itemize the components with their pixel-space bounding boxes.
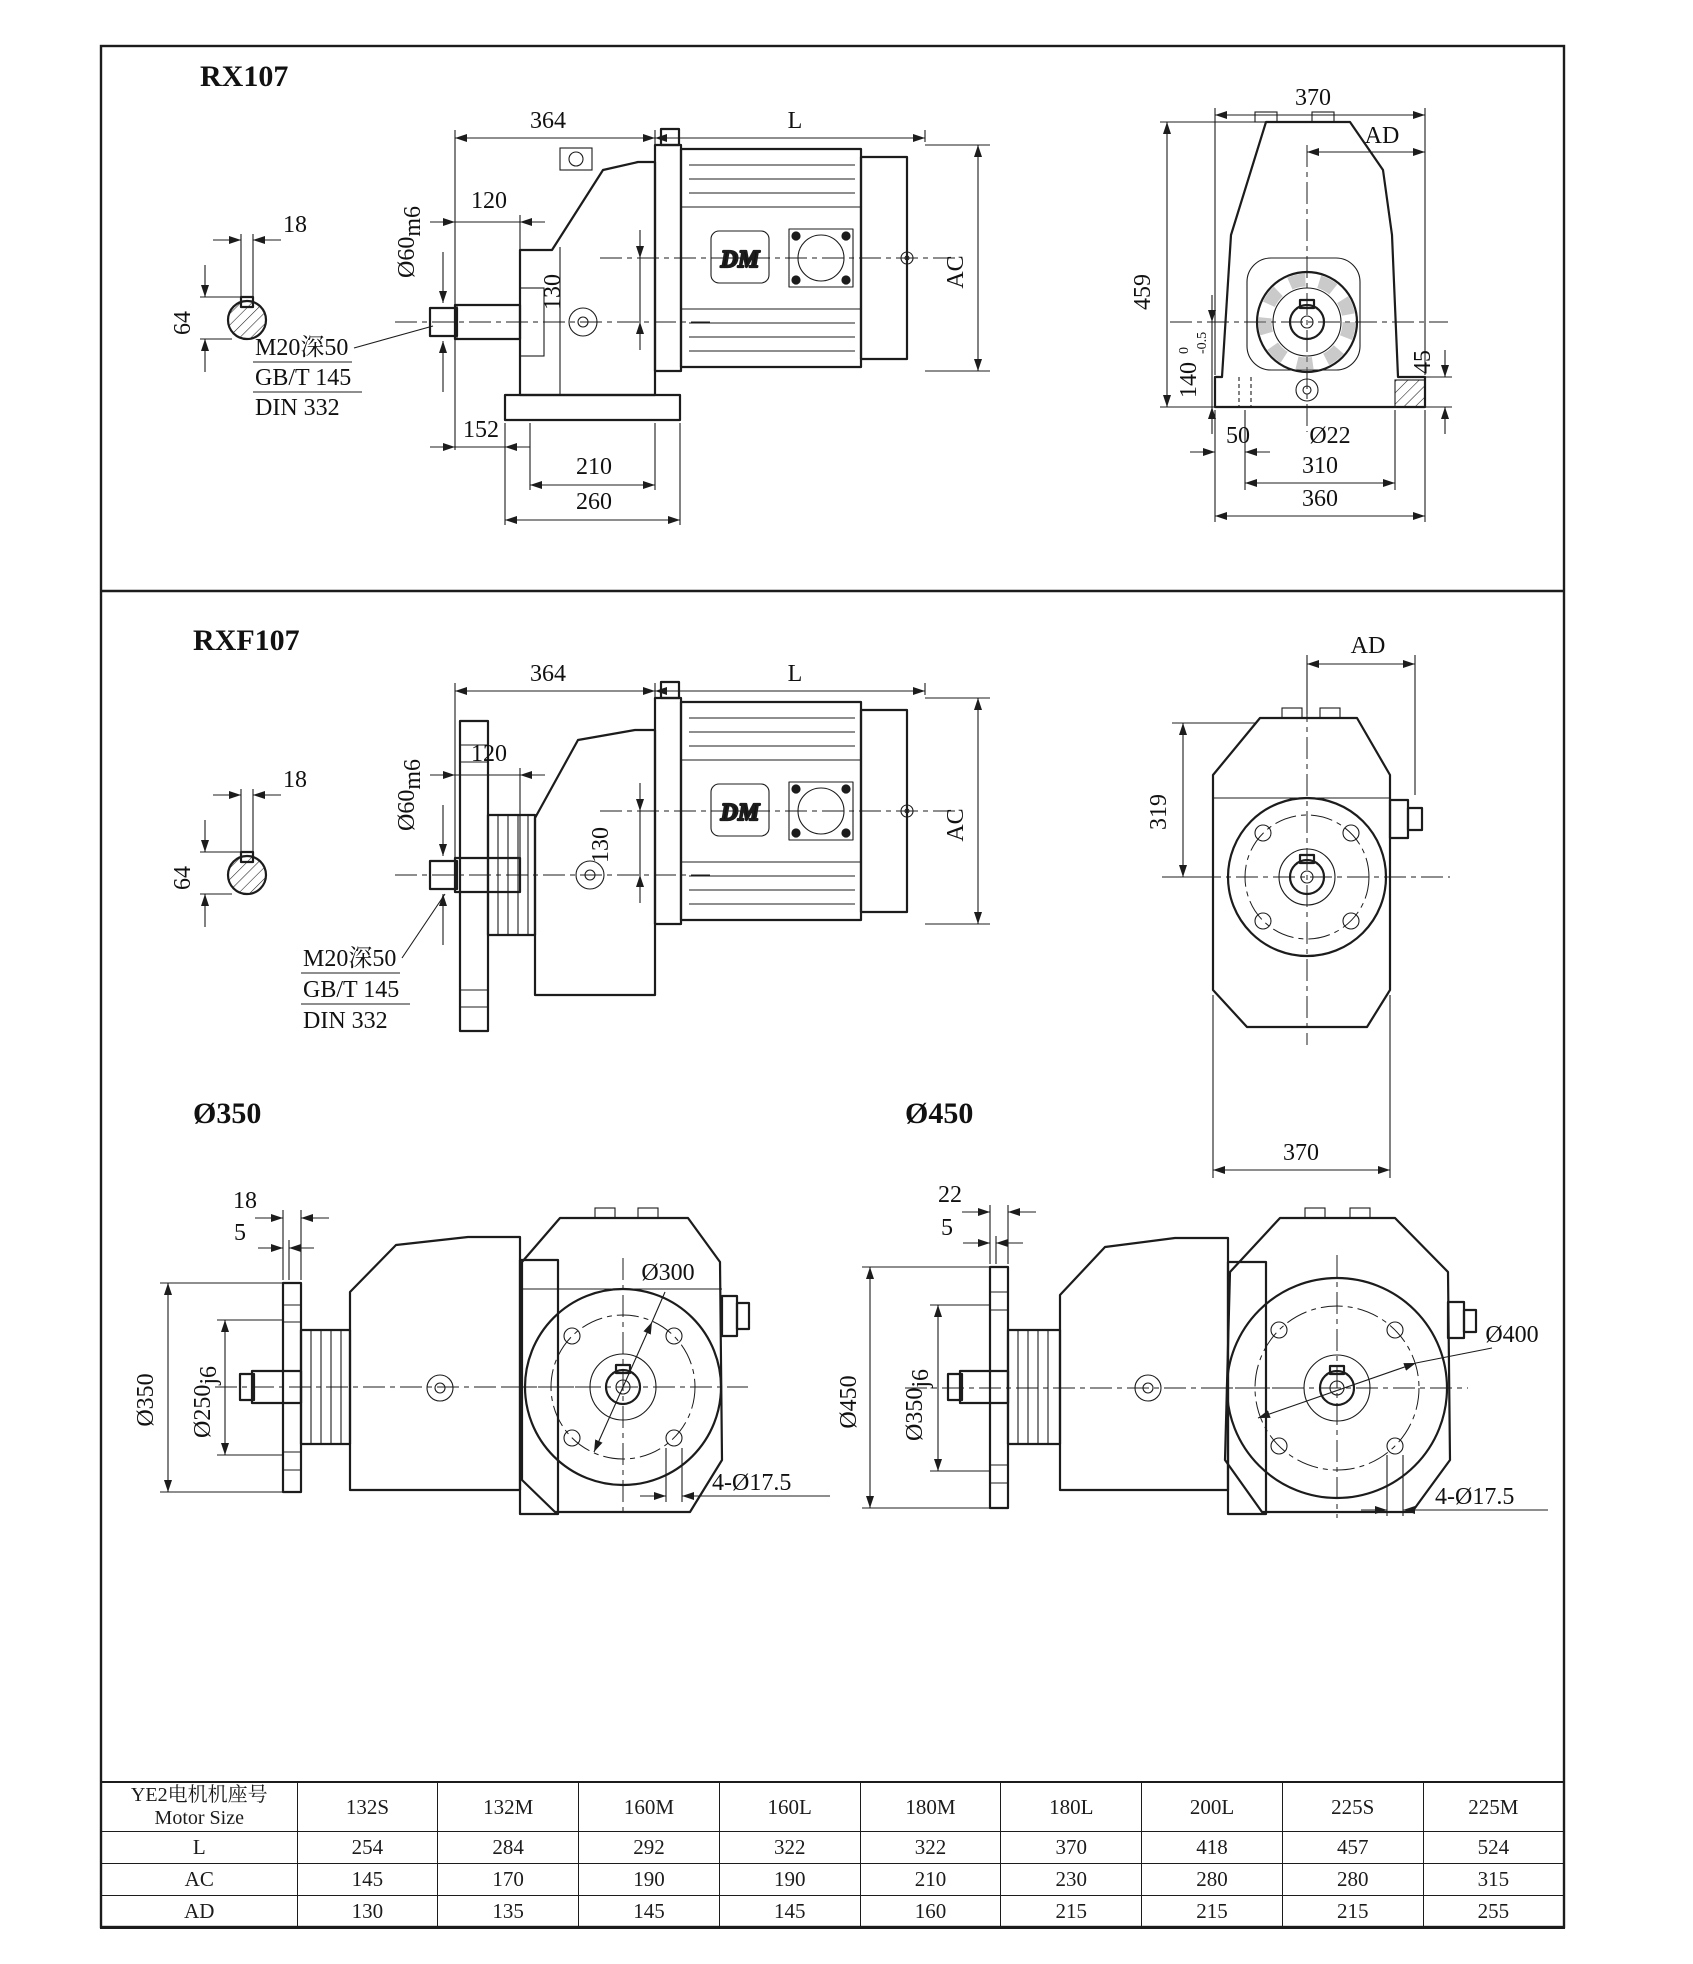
cell: 280: [1282, 1864, 1423, 1896]
col-header: 180L: [1001, 1782, 1142, 1832]
col-header: 160M: [579, 1782, 720, 1832]
dim-50: 50: [1226, 423, 1250, 449]
dim-L: L: [787, 661, 803, 687]
dim-bolt-circle: Ø400: [1485, 1322, 1539, 1348]
header-motor-size: [101, 1782, 297, 1832]
rx107-side-view: [253, 108, 990, 525]
row-label: AC: [101, 1864, 297, 1896]
cell: 210: [860, 1864, 1001, 1896]
col-header: 160L: [719, 1782, 860, 1832]
dim-152: 152: [463, 417, 499, 443]
svg-text:-0.5: -0.5: [1195, 331, 1210, 354]
rxf107-shaft-section: [170, 767, 307, 927]
cell: 145: [297, 1864, 438, 1896]
cell: 322: [860, 1832, 1001, 1864]
dim-AC: AC: [943, 808, 969, 842]
dim-370: 370: [1295, 85, 1331, 111]
dim-120: 120: [471, 741, 507, 767]
dim-key-height: 64: [170, 311, 196, 335]
dim-120: 120: [471, 188, 507, 214]
cell: 215: [1142, 1896, 1283, 1929]
row-label: AD: [101, 1896, 297, 1929]
dim-outer-dia: Ø350: [133, 1373, 159, 1427]
dim-459: 459: [1130, 274, 1156, 310]
cell: 255: [1423, 1896, 1564, 1929]
dim-spigot-dia: Ø350j6: [902, 1368, 934, 1442]
flange350-title: Ø350: [193, 1097, 262, 1130]
dim-spigot-dia: Ø250j6: [190, 1365, 222, 1439]
note-din: DIN 332: [303, 1008, 388, 1034]
dim-shaft-dia: Ø60m6: [394, 758, 426, 832]
cell: 215: [1282, 1896, 1423, 1929]
table-row-AD: [101, 1896, 1564, 1929]
col-header: 225M: [1423, 1782, 1564, 1832]
header-motor-size-cn: YE2电机机座号: [130, 1784, 268, 1806]
rx107-title: RX107: [200, 60, 289, 93]
dim-364: 364: [530, 108, 566, 134]
dim-key-width: 18: [283, 212, 307, 238]
dim-130: 130: [588, 827, 614, 863]
cell: 135: [438, 1896, 579, 1929]
dim-22: 22: [938, 1182, 962, 1208]
drawing-sheet: DM RX107 18 64 364 L 120 Ø60m6 130 AC 152 210 260 M20深50 GB/T 145 DIN 332 370 AD 459 140 0 -0.5 45 50 Ø22 310 360 RXF107 18 64 364 L 120 Ø60m6 130 AC M20深50 GB/T 145 DIN 332 AD 319 370 Ø350 18 5 Ø350 Ø250j6 Ø300 4-Ø17.5 Ø450 22 5 Ø450 Ø350j6 Ø400 4-Ø17.5: [0, 0, 1693, 1964]
dim-outer-dia: Ø450: [836, 1375, 862, 1429]
cell: 280: [1142, 1864, 1283, 1896]
dim-210: 210: [576, 454, 612, 480]
rx107-front-view: [1130, 85, 1452, 522]
cell: 145: [579, 1896, 720, 1929]
cell: 254: [297, 1832, 438, 1864]
dim-310: 310: [1302, 453, 1338, 479]
flange450-front-view: [1208, 1208, 1548, 1518]
cell: 215: [1001, 1896, 1142, 1929]
cell: 457: [1282, 1832, 1423, 1864]
dim-360: 360: [1302, 486, 1338, 512]
rxf107-side-view: [301, 661, 990, 1034]
dim-370: 370: [1283, 1140, 1319, 1166]
dim-L: L: [787, 108, 803, 134]
cell: 370: [1001, 1832, 1142, 1864]
cell: 145: [719, 1896, 860, 1929]
cell: 170: [438, 1864, 579, 1896]
svg-text:140: 140: [1176, 362, 1202, 398]
col-header: 132M: [438, 1782, 579, 1832]
dim-shaft-dia: Ø60m6: [394, 205, 426, 279]
cell: 292: [579, 1832, 720, 1864]
note-gbt: GB/T 145: [255, 365, 352, 391]
dim-364: 364: [530, 661, 566, 687]
flange450-side-view: [836, 1182, 1292, 1514]
rxf107-title: RXF107: [193, 624, 300, 657]
dim-AD: AD: [1364, 123, 1400, 149]
rx107-tap-note: [253, 326, 433, 421]
motor-dimension-table: [100, 1781, 1565, 1929]
cell: 130: [297, 1896, 438, 1929]
note-tap: M20深50: [255, 335, 349, 361]
col-header: 225S: [1282, 1782, 1423, 1832]
dim-18: 18: [233, 1188, 257, 1214]
dim-hole-22: Ø22: [1309, 423, 1351, 449]
rxf107-tap-note: [301, 894, 445, 1034]
cell: 160: [860, 1896, 1001, 1929]
flange450-title: Ø450: [905, 1097, 974, 1130]
note-din: DIN 332: [255, 395, 340, 421]
note-gbt: GB/T 145: [303, 977, 400, 1003]
flange-350-drawing: [133, 1097, 830, 1514]
svg-text:0: 0: [1177, 347, 1192, 354]
rx107-drawing: [170, 60, 1452, 525]
flange-450-drawing: [836, 1097, 1548, 1518]
dim-key-width: 18: [283, 767, 307, 793]
cell: 524: [1423, 1832, 1564, 1864]
dim-AC: AC: [943, 255, 969, 289]
col-header: 200L: [1142, 1782, 1283, 1832]
note-tap: M20深50: [303, 946, 397, 972]
cell: 190: [579, 1864, 720, 1896]
cell: 284: [438, 1832, 579, 1864]
table-row-AC: [101, 1864, 1564, 1896]
rxf107-drawing: [170, 624, 1450, 1178]
dim-45: 45: [1410, 350, 1436, 374]
dim-260: 260: [576, 489, 612, 515]
cell: 322: [719, 1832, 860, 1864]
cell: 315: [1423, 1864, 1564, 1896]
header-motor-size-en: Motor Size: [154, 1807, 244, 1829]
dim-140-tol: [1176, 332, 1210, 398]
cell: 418: [1142, 1832, 1283, 1864]
dim-130: 130: [540, 274, 566, 310]
dim-bolt-holes: 4-Ø17.5: [712, 1470, 792, 1496]
table-row-L: [101, 1832, 1564, 1864]
col-header: 132S: [297, 1782, 438, 1832]
dim-319: 319: [1146, 794, 1172, 830]
table-header-row: [101, 1782, 1564, 1832]
dim-key-height: 64: [170, 866, 196, 890]
dim-AD: AD: [1350, 633, 1386, 659]
dim-bolt-holes: 4-Ø17.5: [1435, 1484, 1515, 1510]
col-header: 180M: [860, 1782, 1001, 1832]
rxf107-front-view: [1146, 633, 1450, 1178]
flange350-side-view: [133, 1188, 585, 1514]
row-label: L: [101, 1832, 297, 1864]
dim-5: 5: [941, 1215, 953, 1241]
dim-bolt-circle: Ø300: [641, 1260, 695, 1286]
dim-5: 5: [234, 1220, 246, 1246]
cell: 230: [1001, 1864, 1142, 1896]
cell: 190: [719, 1864, 860, 1896]
flange350-front-view: [505, 1208, 830, 1512]
